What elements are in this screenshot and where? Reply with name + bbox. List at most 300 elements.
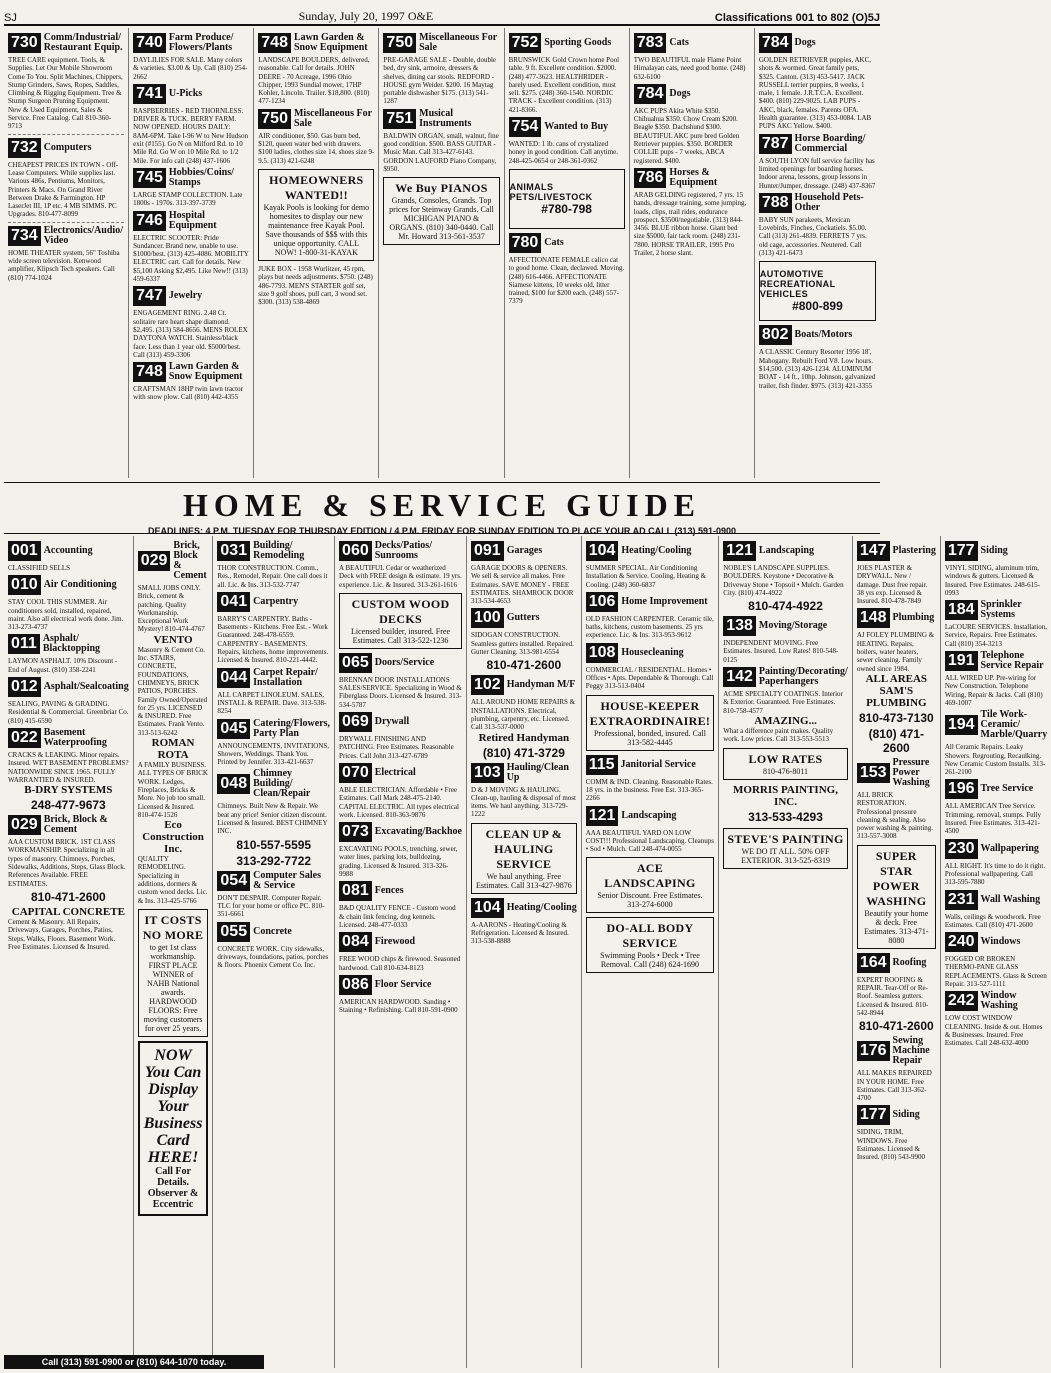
ad-body: 810-476-8011 bbox=[763, 766, 809, 776]
category-name: Fences bbox=[374, 885, 404, 897]
category-number: 787 bbox=[759, 134, 792, 154]
category-number: 060 bbox=[339, 541, 372, 561]
ad-text: ARAB GELDING registered, 7 yrs. 15 hands, dressage training, some jumping, loads, clips, trail rides, endurance prospect. $3500/negotiable. (313) 844-3456. BLUE ribbon horse. Giant bed size $5000, fair tack room. (248) 231-7800. HORSE TRAILER, 1995 Pro Trailer, 2 horse slant. bbox=[633, 190, 747, 258]
category-number: 044 bbox=[217, 668, 250, 688]
category-name: Accounting bbox=[43, 545, 93, 556]
category-name: Plumbing bbox=[892, 612, 935, 624]
low-rates-ad bbox=[723, 748, 848, 780]
ad-text: AKC PUPS Akita White $350. Chihuahua $350. Chow Cream $200. Beagle $350. Dachshund $300. BEAUTIFUL AKC pure bred Golden Retriever puppies. $350. BORDER COLLIE pups - 7 weeks, ABCA registered. $400. bbox=[633, 106, 740, 165]
category-name: Tree Service bbox=[980, 783, 1034, 795]
category-number: 184 bbox=[945, 600, 978, 620]
category-number: 121 bbox=[586, 806, 619, 826]
category-number: 048 bbox=[217, 774, 250, 794]
phone-number: 313-533-4293 bbox=[748, 809, 823, 824]
category-number: 029 bbox=[138, 551, 171, 571]
category-name: Horse Boarding/ Commercial bbox=[794, 132, 866, 154]
ad-text: B&D QUALITY FENCE - Custom wood & chain link fencing, dog kennels. Licensed. 248-477-0333 bbox=[339, 904, 456, 929]
column-4 bbox=[379, 28, 504, 478]
date: Sunday, July 20, 1997 bbox=[298, 9, 405, 23]
category-name: Hauling/Clean Up bbox=[506, 761, 569, 783]
business-card-footer: Call (313) 591-0900 or (810) 644-1070 today. bbox=[4, 1355, 264, 1369]
category-number: 788 bbox=[759, 193, 792, 213]
category-name: Carpentry bbox=[253, 595, 299, 607]
category-number: 732 bbox=[8, 138, 41, 158]
ad-text: STAY COOL THIS SUMMER. Air conditioners sold, installed, repaired, maint. Also all electrical work done. Jim. 313-273-4737 bbox=[8, 598, 124, 632]
ad-text: All Ceramic Repairs. Leaky Showers. Regrouting, Recaulking. New Ceramic Custom Installs. 313-261-2100 bbox=[944, 743, 1046, 777]
ad-text: SUMMER SPECIAL. Air Conditioning Installation & Service. Cooling, Heating & Cooling. (248) 360-6837 bbox=[585, 564, 707, 589]
phone-number: (810) 471-3729 bbox=[482, 745, 565, 760]
ad-text: BABY SUN parakeets, Mexican Lovebirds, Finches, Cockatiels. $5.00. Call (313) 261-4839. FERRETS 7 yrs. old cage, accessories. Neutered. Call (313) 421-6473 bbox=[758, 215, 867, 258]
category-number: 747 bbox=[133, 286, 166, 306]
logo-range: #780-798 bbox=[541, 201, 592, 216]
phone-number: 810-471-2600 bbox=[30, 889, 106, 904]
column-7 bbox=[755, 28, 880, 478]
category-number: 240 bbox=[945, 932, 978, 952]
guide-column-4 bbox=[335, 536, 467, 1368]
category-number: 104 bbox=[586, 541, 619, 561]
ad-body: We haul anything. Free Estimates. Call 313-427-9876 bbox=[475, 871, 572, 890]
ad-text: FOGGED OR BROKEN THERMO-PANE GLASS REPLACEMENTS. Glass & Screen Repair. 313-527-1111 bbox=[944, 955, 1047, 989]
guide-column-3 bbox=[213, 536, 335, 1368]
category-number: 031 bbox=[217, 541, 250, 561]
custom-wood-decks-ad bbox=[339, 593, 462, 649]
category-name: Firewood bbox=[374, 936, 416, 948]
category-name: Cats bbox=[544, 236, 564, 248]
category-name: Miscellaneous For Sale bbox=[293, 107, 372, 129]
guide-column-1 bbox=[4, 536, 134, 1368]
advertiser-name: CAPITAL CONCRETE bbox=[11, 905, 125, 918]
category-name: Garages bbox=[506, 545, 543, 556]
service-guide-section bbox=[4, 536, 1048, 1368]
category-number: 231 bbox=[945, 890, 978, 910]
category-name: Landscaping bbox=[758, 545, 814, 556]
ad-text: TREE CARE equipment. Tools, & Supplies. Let Our Mobile Showroom Come To You. Split Machines, Chippers, Stump Grinders, Saws, Ropes, Saddles, Climbing & Rigging Equipment. Tree & Stump Surgeon Pruning Equipment. New & Used Equipment, Sales & Service. Free Catalog. Call 810-360-9713 bbox=[8, 56, 123, 131]
category-name: Building/ Remodeling bbox=[253, 540, 305, 561]
homeowners-wanted-ad bbox=[258, 169, 374, 261]
category-number: 045 bbox=[217, 719, 250, 739]
category-name: Drywall bbox=[374, 716, 410, 728]
ad-text: AAA CUSTOM BRICK. 1ST CLASS WORKMANSHIP. Specializing in all types of masonry. Chimneys, Porches, Sidewalks, Additions, Steps, Glass Block. References Available. FREE ESTIMATES. bbox=[8, 838, 126, 888]
category-name: Asphalt/Sealcoating bbox=[43, 681, 129, 693]
ad-text: COMMERCIAL / RESIDENTIAL. Homes • Offices • Apts. Dependable & Thorough. Call Peggy 313-513-0404 bbox=[585, 665, 714, 691]
promo-subtext: Call For Details. Observer & Eccentric bbox=[147, 1165, 199, 1210]
we-buy-pianos-ad bbox=[383, 177, 499, 245]
category-name: Brick, Block & Cement bbox=[43, 814, 108, 836]
advertiser-name: ALL AREAS SAM'S PLUMBING bbox=[865, 672, 928, 709]
category-name: Comm/Industrial/ Restaurant Equip. bbox=[43, 32, 123, 53]
ad-text: LOW COST WINDOW CLEANING. Inside & out. Homes & Businesses. Insured. Free Estimates. Call 248-632-4000 bbox=[944, 1014, 1043, 1048]
home-service-guide-banner bbox=[4, 482, 880, 534]
banner-title: HOME & SERVICE GUIDE bbox=[182, 487, 702, 523]
promo-headline: NOW You Can Display Your Business Card HERE! bbox=[143, 1046, 203, 1166]
category-number: 177 bbox=[945, 541, 978, 561]
category-name: Concrete bbox=[253, 925, 292, 937]
category-name: Boats/Motors bbox=[794, 329, 853, 341]
advertiser-name: MORRIS PAINTING, INC. bbox=[733, 783, 838, 808]
ad-text: CONCRETE WORK. City sidewalks, driveways, foundations, patios, porches & floors. Phoenix Cement Co. Inc. bbox=[217, 944, 329, 970]
advertiser-name: AMAZING... bbox=[754, 714, 817, 727]
page-number-left: SJ bbox=[4, 12, 17, 24]
category-number: 086 bbox=[339, 975, 372, 995]
category-name: Farm Produce/ Flowers/Plants bbox=[168, 32, 234, 53]
ad-text: PRE-GARAGE SALE - Double, double bed, dry sink, armoire, dressers & shelves, dining car stools. REDFORD - HOUSE gym Weider. $200. 16 Maytag portable dishwasher $175. (313) 541-1287 bbox=[383, 56, 496, 106]
category-number: 091 bbox=[471, 541, 504, 561]
ad-text: ALL MAKES REPAIRED IN YOUR HOME. Free Estimates. Call 313-362-4700 bbox=[856, 1069, 932, 1103]
category-number: 242 bbox=[945, 991, 978, 1011]
category-number: 230 bbox=[945, 839, 978, 859]
ad-headline: IT COSTS NO MORE bbox=[142, 912, 204, 942]
category-name: Handyman M/F bbox=[506, 679, 576, 691]
it-costs-no-more-ad bbox=[138, 909, 209, 1037]
category-number: 147 bbox=[857, 541, 890, 561]
category-name: Musical Instruments bbox=[419, 107, 472, 129]
ad-headline: We Buy PIANOS bbox=[395, 181, 488, 196]
category-name: Electrical bbox=[374, 766, 416, 778]
ad-headline: LOW RATES bbox=[748, 751, 823, 766]
ad-headline: STEVE'S PAINTING bbox=[727, 831, 844, 846]
category-name: Wallpapering bbox=[980, 842, 1039, 854]
phone-number: 810-473-7130 bbox=[858, 710, 934, 725]
ad-text: CLASSIFIED SELLS bbox=[8, 564, 71, 572]
phone-number: 810-471-2600 bbox=[858, 1019, 934, 1034]
ad-text: ABLE ELECTRICIAN. Affordable • Free Estimates. Call Mark 248-475-2140. CAPITAL ELECTRIC. All types electrical work. Licensed. 810-363-9876 bbox=[339, 785, 459, 819]
ad-text: BRENNAN DOOR INSTALLATIONS SALES/SERVICE. Specializing in Wood & Fiberglass Doors. Licensed & Insured. 313-534-5787 bbox=[339, 675, 462, 709]
ad-text: CRACKS & LEAKING. Minor repairs. Insured. WET BASEMENT PROBLEMS? NATIONWIDE SINCE 1965. FULLY WARRANTIED & INSURED. bbox=[8, 750, 129, 784]
category-name: Cats bbox=[669, 37, 689, 48]
ad-headline: HOMEOWNERS WANTED!! bbox=[269, 172, 364, 202]
category-name: Dogs bbox=[794, 37, 816, 48]
category-name: Hobbies/Coins/ Stamps bbox=[168, 166, 234, 188]
category-number: 783 bbox=[634, 33, 667, 53]
guide-column-6 bbox=[582, 536, 720, 1368]
category-name: Siding bbox=[980, 545, 1008, 556]
category-name: Sprinkler Systems bbox=[980, 599, 1022, 621]
category-number: 750 bbox=[383, 33, 416, 53]
category-name: Gutters bbox=[506, 612, 540, 624]
column-3 bbox=[254, 28, 379, 478]
category-number: 746 bbox=[133, 211, 166, 231]
ad-body: Licensed builder, insured. Free Estimates. Call 313-522-1236 bbox=[351, 626, 450, 645]
category-number: 148 bbox=[857, 608, 890, 628]
ad-text: ALL AROUND HOME REPAIRS & INSTALLATIONS. Electrical, plumbing, carpentry, etc. Licensed. Call 313-537-0000 bbox=[470, 698, 576, 732]
category-name: Air Conditioning bbox=[43, 579, 117, 591]
column-2 bbox=[129, 28, 254, 478]
category-name: Computer Sales & Service bbox=[253, 869, 321, 891]
category-number: 745 bbox=[133, 168, 166, 188]
category-name: Telephone Service Repair bbox=[980, 650, 1044, 672]
ad-text: AFFECTIONATE FEMALE calico cat to good home. Clean, declawed. Moving. (248) 616-4466. AFFECTIONATE Siamese kittens, 10 weeks old, litter trained, $100 for $200 each. (248) 557-7379 bbox=[508, 255, 625, 306]
category-name: Chimney Building/ Clean/Repair bbox=[253, 768, 311, 800]
dateline bbox=[299, 9, 434, 24]
ad-text: HOME THEATER system, 56" Toshiba wide screen television. Kenwood amplifier, Klipsch Tech speakers. Call (810) 774-1024 bbox=[8, 248, 120, 282]
animals-pets-logo bbox=[509, 169, 625, 229]
category-number: 177 bbox=[857, 1105, 890, 1125]
logo-range: #800-899 bbox=[792, 299, 843, 314]
category-name: Window Washing bbox=[980, 990, 1018, 1012]
ad-text: QUALITY REMODELING. Specializing in additions, dormers & custom wood decks. Lic. & Ins. 313-425-5766 bbox=[137, 855, 208, 905]
category-number: 103 bbox=[471, 763, 504, 783]
ad-text: INDEPENDENT MOVING. Free Estimates. Insured. Low Rates! 810-548-0125 bbox=[723, 639, 839, 664]
category-name: Plastering bbox=[892, 545, 936, 556]
ad-text: JOES PLASTER & DRYWALL. New / damage. Dust free repair. 38 yrs exp. Licensed & Insured. 810-478-7849 bbox=[856, 564, 928, 606]
category-number: 734 bbox=[8, 226, 41, 246]
category-name: Floor Service bbox=[374, 978, 432, 990]
category-number: 054 bbox=[217, 871, 250, 891]
category-name: Home Improvement bbox=[621, 595, 708, 607]
category-number: 100 bbox=[471, 608, 504, 628]
ad-text: AMERICAN HARDWOOD. Sanding • Staining • Refinishing. Call 810-591-0900 bbox=[339, 997, 458, 1015]
ad-text: BALDWIN ORGAN, small, walnut, fine good condition. $500. BASS GUITAR - Music Man. Call 313-427-6143. GORDON LAUFORD Piano Company, $950. bbox=[383, 131, 499, 173]
ad-text: BRUNSWICK Gold Crown home Pool table. 9 ft. Excellent condition. $2000. (248) 477-3623. HEALTHRIDER - barely used. Excellent condition, must sell. $275. (248) 360-1540. NORDIC TRACK - Excellent condition. (313) 421-8366. bbox=[508, 56, 620, 114]
phone-number: 313-292-7722 bbox=[236, 853, 312, 868]
category-name: Excavating/Backhoe bbox=[374, 826, 462, 838]
paper-name: O&E bbox=[407, 9, 434, 23]
category-number: 115 bbox=[586, 755, 618, 775]
ad-text: DAYLILIES FOR SALE. Many colors & varieties. $3.00 & Up. Call (810) 254-2662 bbox=[133, 56, 248, 81]
category-number: 780 bbox=[509, 233, 542, 253]
category-number: 084 bbox=[339, 932, 372, 952]
phone-number: 810-474-4922 bbox=[748, 599, 823, 614]
ad-text: Walls, ceilings & woodwork. Free Estimates. Call (810) 471-2600 bbox=[944, 912, 1041, 929]
ad-text: ENGAGEMENT RING. 2.48 Ct. solitaire rare heart shape diamond. $2,495. (313) 584-8656. MENS ROLEX DAYTONA WATCH. Stainless/black face. Less than 1 year old. $5000/best. Call (313) 459-3306 bbox=[133, 309, 248, 359]
ad-text: A FAMILY BUSINESS. ALL TYPES OF BRICK WORK. Ledges, Fireplaces, Bricks & More. No job too small. Licensed & Insured. 810-474-1526 bbox=[137, 761, 208, 819]
category-name: Heating/Cooling bbox=[621, 545, 692, 556]
advertiser-name: VENTO bbox=[153, 633, 193, 646]
ad-text: FREE WOOD chips & firewood. Seasoned hardwood. Call 810-634-8123 bbox=[339, 955, 461, 972]
category-number: 196 bbox=[945, 779, 978, 799]
ad-headline: CUSTOM WOOD DECKS bbox=[351, 596, 450, 626]
ad-text: NOBLE'S LANDSCAPE SUPPLIES. BOULDERS. Keystone • Decorative & Driveway Stone • Topsoil • Mulch. Garden City. (810) 474-4922 bbox=[723, 564, 844, 597]
category-number: 191 bbox=[945, 651, 978, 671]
category-number: 070 bbox=[339, 763, 372, 783]
ad-text: GARAGE DOORS & OPENERS. We sell & service all makes. Free Estimates. SAVE MONEY - FREE ESTIMATES. SHAMROCK DOOR 313-534-4653 bbox=[470, 564, 574, 606]
ad-headline: DO-ALL BODY SERVICE bbox=[606, 921, 694, 951]
house-keeper-ad bbox=[586, 695, 715, 751]
category-number: 164 bbox=[857, 953, 890, 973]
category-number: 081 bbox=[339, 881, 372, 901]
page-number-right: (O)5J bbox=[851, 12, 880, 24]
category-name: Roofing bbox=[892, 956, 927, 968]
column-5 bbox=[505, 28, 630, 478]
ad-text: Cement & Masonry. All Repairs, Driveways, Garages, Porches, Patios, Steps, Walks, Floors. Basement Work. Free Estimates. Licensed & Insured. bbox=[8, 917, 116, 951]
ad-text: THOR CONSTRUCTION. Comm., Res., Remodel, Repair. One call does it all. Lic. & Ins. 313-532-7747 bbox=[217, 564, 328, 589]
category-name: Wall Washing bbox=[980, 893, 1041, 905]
logo-title: AUTOMOTIVE RECREATIONAL VEHICLES bbox=[759, 269, 836, 300]
advertiser-name: B-DRY SYSTEMS bbox=[24, 784, 113, 797]
top-classified-section bbox=[4, 28, 880, 478]
category-number: 740 bbox=[133, 33, 166, 53]
ad-text: ALL BRICK RESTORATION. Professional pressure cleaning & sealing. Also power washing & painting. 313-557-3008 bbox=[856, 790, 934, 841]
category-name: Janitorial Service bbox=[620, 758, 696, 770]
ad-headline: CLEAN UP & HAULING SERVICE bbox=[485, 826, 563, 871]
ad-text: ALL RIGHT. It's time to do it right. Professional wallpapering. Call 313-595-7880 bbox=[944, 861, 1046, 887]
category-name: Horses & Equipment bbox=[669, 166, 718, 188]
logo-title: ANIMALS PETS/LIVESTOCK bbox=[509, 181, 593, 202]
ad-text: DRYWALL FINISHING AND PATCHING. Free Estimates. Reasonable Prices. Call John 313-427-6789 bbox=[339, 735, 454, 760]
ad-body: to get 1st class workmanship. FIRST PLACE WINNER of NAHB National awards. HARDWOOD FLOORS: Free moving customers for over 25 years. bbox=[143, 942, 203, 1033]
category-number: 194 bbox=[945, 715, 978, 735]
ad-text: LARGE STAMP COLLECTION. Late 1800s - 1970s. 313-397-3739 bbox=[133, 190, 243, 208]
category-number: 138 bbox=[723, 616, 756, 636]
category-number: 012 bbox=[8, 677, 41, 697]
category-name: Miscellaneous For Sale bbox=[419, 32, 497, 53]
category-number: 802 bbox=[759, 325, 792, 345]
category-name: Electronics/Audio/ Video bbox=[43, 224, 123, 246]
ad-text: EXCAVATING POOLS, trenching, sewer, water lines, parking lots, bulldozing, grading. Licensed & Insured. 313-326-9988 bbox=[339, 845, 458, 879]
category-number: 041 bbox=[217, 592, 250, 612]
phone-number: 810-471-2600 bbox=[486, 658, 562, 673]
deadlines-text: DEADLINES: 4 P.M. TUESDAY FOR THURSDAY EDITION / 4 P.M. FRIDAY FOR SUNDAY EDITION TO PLACE YOUR AD CALL (313) 591-0900 bbox=[148, 526, 736, 536]
automotive-logo bbox=[759, 261, 876, 321]
guide-column-7 bbox=[719, 536, 853, 1368]
category-name: Asphalt/ Blacktopping bbox=[42, 633, 101, 655]
category-name: Housecleaning bbox=[621, 646, 684, 658]
ad-text: JUKE BOX - 1958 Wurlitzer, 45 rpm, plays but needs adjustments. $750. (248) 486-7793. MEN'S STARTER golf set, size 9 golf shoes, pull cart, 3 wood set. $300. (313) 538-4869 bbox=[258, 264, 373, 307]
ad-text: COMM & IND. Cleaning. Reasonable Rates. 18 yrs. in the business. Free Est. 313-365-2266 bbox=[585, 777, 713, 803]
category-number: 011 bbox=[8, 634, 40, 654]
classifications-range: Classifications 001 to 802 (O)5J bbox=[714, 12, 880, 24]
category-number: 153 bbox=[857, 763, 890, 783]
category-name: Windows bbox=[980, 936, 1021, 948]
category-name: Sporting Goods bbox=[544, 37, 612, 48]
guide-column-2 bbox=[134, 536, 214, 1368]
category-name: Carpet Repair/ Installation bbox=[253, 666, 318, 688]
ad-text: ELECTRIC SCOOTER: Pride Sundancer. Brand new, unable to use. $1000/best. (313) 425-4086. MOBILITY ELECTRIC cart. Call for details. New $5,100 Asking $2,495. Like New!! (313) 459-6337 bbox=[133, 233, 249, 284]
category-name: Lawn Garden & Snow Equipment bbox=[293, 32, 368, 53]
ad-text: EXPERT ROOFING & REPAIR. Tear-Off or Re-Roof. Seamless gutters. Licensed & Insured. 810-542-8944 bbox=[856, 975, 929, 1017]
ad-text: D & J MOVING & HAULING. Clean-up, hauling & disposal of most items. We haul anything. 313-729-1222 bbox=[470, 785, 576, 819]
ad-headline: SUPER STAR POWER WASHING bbox=[866, 848, 927, 908]
category-name: Heating/Cooling bbox=[506, 901, 577, 913]
category-number: 073 bbox=[339, 822, 372, 842]
ad-text: LANDSCAPE BOULDERS, delivered, reasonable. Call for details. JOHN DEERE - 70 Acreage, 1996 Ohio Chipper, 1993 Sundial mower, 17HP Kohler, Lincoln. Trailer. $18,800. (810) 477-1234 bbox=[258, 56, 370, 106]
ad-text: RASPBERRIES - RED THORNLESS. DRIVER & TUCK. BERRY FARM. NOW OPENED. HOURS DAILY: 8AM-6PM. Take I-96 W to New Hudson exit (#155). Go N on Milford Rd. to 10 Mile Rd. Go W on 10 Mile Rd. to 1/2 Mile. For info call (248) 437-1606 bbox=[133, 106, 248, 165]
ad-text: TWO BEAUTIFUL male Flame Point Himalayan cats, need good home. (248) 632-6100 bbox=[633, 56, 746, 81]
ad-text: ACME SPECIALTY COATINGS. Interior & Exterior. Guaranteed. Free Estimates. 810-758-4577 bbox=[723, 690, 843, 715]
clean-up-hauling-ad bbox=[471, 823, 577, 894]
category-number: 752 bbox=[509, 33, 542, 53]
category-name: Household Pets- Other bbox=[794, 191, 864, 213]
category-name: Brick, Block & Cement bbox=[173, 540, 207, 581]
guide-column-5 bbox=[467, 536, 582, 1368]
category-number: 065 bbox=[339, 653, 372, 673]
ad-text: SMALL JOBS ONLY. Brick, cement & patching. Quality Workmanship. Exceptional Work Mystery! 810-474-4767 bbox=[137, 584, 205, 634]
phone-number: (810) 471-2600 bbox=[868, 726, 925, 755]
ad-text: A-AARONS - Heating/Cooling & Refrigeration. Licensed & Insured. 313-538-8888 bbox=[470, 920, 569, 946]
ad-text: A SOUTH LYON full service facility has limited openings for boarding horses. Indoor arena, lessons, group lessons in Hunter/Jumper, dressage. (248) 437-8367 bbox=[758, 156, 876, 190]
category-name: Basement Waterproofing bbox=[43, 726, 107, 748]
category-number: 029 bbox=[8, 815, 41, 835]
category-name: Dogs bbox=[669, 87, 691, 99]
category-number: 102 bbox=[471, 675, 504, 695]
ad-text: VINYL SIDING, aluminum trim, windows & gutters. Licensed & Insured. Free Estimates. 248-615-0993 bbox=[944, 564, 1040, 597]
category-number: 751 bbox=[383, 109, 416, 129]
do-all-body-service-ad bbox=[586, 917, 715, 973]
ad-body: Professional, bonded, insured. Call 313-582-4445 bbox=[593, 728, 706, 747]
steves-painting-ad bbox=[723, 828, 848, 869]
ad-text: SEALING, PAVING & GRADING. Residential & Commercial. Greenbriar Co. (810) 415-6590 bbox=[8, 700, 129, 725]
ad-text: What a difference paint makes. Quality work. Low prices. Call 313-553-5513 bbox=[723, 726, 834, 744]
category-name: Moving/Storage bbox=[758, 620, 828, 632]
ad-text: ANNOUNCEMENTS, INVITATIONS, Showers, Weddings. Thank You. Printed by Jennifer. 313-421-6637 bbox=[217, 741, 330, 767]
ad-body: Beautify your home & deck. Free Estimates. 313-471-8080 bbox=[864, 908, 929, 945]
category-name: Hospital Equipment bbox=[168, 209, 217, 231]
ad-text: LAYMON ASPHALT. 10% Discount - End of August. (810) 358-2241 bbox=[8, 657, 118, 674]
ad-text: A CLASSIC Century Resorter 1956 18', Mahogany. Rebuilt Ford V8. Low hours. $14,500. (313) 426-1234. ALUMINUM BOAT - 14 ft., 10hp. Johnson, galvanized trailer, fish finder. $975. (313) 421-3355 bbox=[758, 348, 876, 390]
category-number: 055 bbox=[217, 922, 250, 942]
category-name: Catering/Flowers, Party Plan bbox=[253, 717, 331, 739]
column-6 bbox=[630, 28, 755, 478]
phone-number: 810-557-5595 bbox=[236, 837, 312, 852]
ad-body: WE DO IT ALL. 50% OFF EXTERIOR. 313-525-8319 bbox=[741, 846, 830, 865]
category-name: Wanted to Buy bbox=[544, 121, 609, 133]
category-name: Pressure Power Washing bbox=[892, 756, 930, 788]
guide-column-8 bbox=[853, 536, 941, 1368]
advertiser-name: ROMAN ROTA bbox=[151, 737, 195, 762]
category-number: 784 bbox=[759, 33, 792, 53]
category-number: 010 bbox=[8, 575, 41, 595]
category-number: 176 bbox=[857, 1041, 890, 1061]
ad-headline: ACE LANDSCAPING bbox=[604, 861, 696, 891]
ad-text: DON'T DESPAIR. Computer Repair. TLC for your home or office PC. 810-351-6661 bbox=[217, 893, 325, 919]
category-name: Tile Work-Ceramic/ Marble/Quarry bbox=[980, 709, 1048, 741]
ad-text: AJ FOLEY PLUMBING & HEATING. Repairs, boilers, water heaters, sewer cleaning. Family owned since 1984. bbox=[856, 631, 935, 673]
category-name: Landscaping bbox=[621, 809, 677, 821]
ad-text: SIDOGAN CONSTRUCTION. Seamless gutters installed. Repaired. Gutter Cleaning. 313-981-6554 bbox=[470, 631, 574, 657]
column-1 bbox=[4, 28, 129, 478]
category-name: U-Picks bbox=[168, 87, 203, 99]
category-number: 142 bbox=[723, 667, 756, 687]
ad-text: CHEAPEST PRICES IN TOWN - Off-Lease Computers. While supplies last. Various 486s, Pentiums, Monitors, Printers & Macs. On Grand River Between Drake & Farmington. HP LaserJet III, 1P etc. 4 MB SIMMS. PC Upgrades. 810-477-8099 bbox=[8, 160, 119, 219]
category-name: Painting/Decorating/ Paperhangers bbox=[758, 666, 848, 688]
ad-text: LaCOURE SERVICES. Installation, Service, Repairs. Free Estimates. Call (810) 354-3213 bbox=[944, 623, 1047, 648]
category-number: 741 bbox=[133, 84, 166, 104]
page-header bbox=[4, 4, 880, 26]
advertiser-name: Eco Construction Inc. bbox=[142, 819, 204, 856]
guide-column-9 bbox=[941, 536, 1051, 1368]
category-number: 001 bbox=[8, 541, 41, 561]
category-name: Computers bbox=[43, 141, 92, 153]
category-number: 748 bbox=[258, 33, 291, 53]
business-card-promo bbox=[138, 1041, 209, 1216]
advertiser-name: Retired Handyman bbox=[478, 731, 570, 744]
ad-text: BARRY'S CARPENTRY. Baths - Basements - Kitchens. Free Est. - Work Guaranteed. 248-478-6559. CARPENTRY - BASEMENTS. Repairs, kitchens, home improvements. Licensed & Insured. 810-221-4442. bbox=[217, 614, 329, 665]
category-number: 730 bbox=[8, 33, 41, 53]
ad-text: AIR conditioner, $50. Gas burn bed, $120, queen water bed with drawers. $100 ladies, clothes size 14, shoes size 9-9.5. (313) 421-6248 bbox=[258, 131, 375, 165]
ad-text: Chimneys. Built New & Repair. We beat any price! Senior citizen discount. Licensed & Insured. BEST CHIMNEY INC. bbox=[217, 802, 328, 836]
ad-text: SIDING, TRIM, WINDOWS. Free Estimates. Licensed & Insured. (810) 543-9900 bbox=[856, 1128, 926, 1162]
category-number: 104 bbox=[471, 898, 504, 918]
category-number: 108 bbox=[586, 643, 619, 663]
ad-text: Masonry & Cement Co. Inc. STAIRS, CONCRETE, FOUNDATIONS, CHIMNEYS, BRICK PATIOS, PORCHES. Family Owned/Operated for 25 yrs. LICENSED & INSURED. Free Estimates. Frank Vento. 313-513-6242 bbox=[137, 645, 208, 737]
category-name: Lawn Garden & Snow Equipment bbox=[168, 361, 243, 383]
ad-headline: HOUSE-KEEPER EXTRAORDINAIRE! bbox=[589, 698, 711, 728]
ad-text: CRAFTSMAN 18HP twin lawn tractor with snow plow. Call (810) 442-4355 bbox=[133, 385, 243, 402]
category-number: 784 bbox=[634, 84, 667, 104]
category-number: 106 bbox=[586, 592, 619, 612]
ad-body: Senior Discount. Free Estimates. 313-274-6000 bbox=[597, 891, 703, 910]
ad-text: ALL WIRED UP. Pre-wiring for New Construction. Telephone Wiring, Repair & Jacks. Call (810) 469-1007 bbox=[944, 674, 1043, 707]
category-name: Doors/Service bbox=[374, 656, 435, 668]
ad-body: Kayak Pools is looking for demo homesites to display our new maintenance free Kayak Pool. Save thousands of $$$ with this unique opportunity. CALL NOW! 1-800-31-KAYAK bbox=[263, 202, 370, 257]
ad-body: Swimming Pools • Deck • Tree Removal. Call (248) 624-1690 bbox=[600, 951, 700, 970]
category-name: Siding bbox=[892, 1109, 920, 1121]
category-number: 786 bbox=[634, 168, 667, 188]
category-number: 748 bbox=[133, 362, 166, 382]
ace-landscaping-ad bbox=[586, 857, 715, 913]
super-star-power-washing-ad bbox=[857, 845, 936, 949]
category-number: 754 bbox=[509, 117, 542, 137]
